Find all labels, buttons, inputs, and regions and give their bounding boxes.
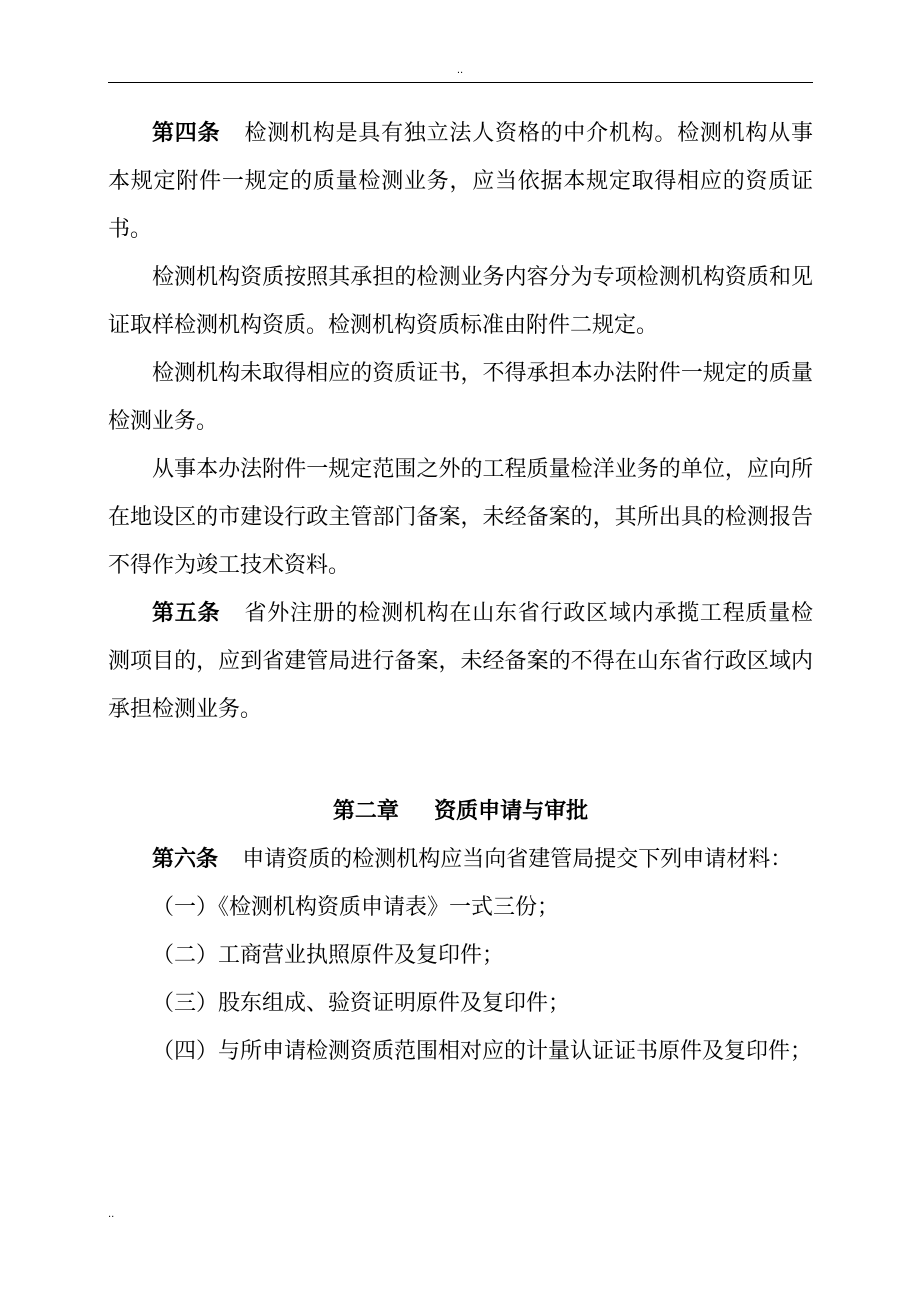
chapter-heading xyxy=(108,788,813,836)
article-4-paragraph-3: 检测机构未取得相应的资质证书，不得承担本办法附件一规定的质量检测业务。 xyxy=(108,361,813,434)
article-4-text-1: 检测机构是具有独立法人资格的中介机构。检测机构从事本规定附件一规定的质量检测业务，应当依据本规定取得相应的资质证书。 xyxy=(108,121,813,242)
article-6-item-4: （四）与所申请检测资质范围相对应的计量认证证书原件及复印件； xyxy=(152,1039,813,1064)
chapter-number: 第二章 xyxy=(332,799,399,824)
article-5-text-1: 省外注册的检测机构在山东省行政区域内承揽工程质量检测项目的，应到省建管局进行备案，未经备案的不得在山东省行政区域内承担检测业务。 xyxy=(108,601,813,722)
page-footer-mark: .. xyxy=(108,1209,115,1220)
article-6-item-1: （一）《检测机构资质申请表》一式三份； xyxy=(152,895,560,920)
article-6-item-2: （二）工商营业执照原件及复印件； xyxy=(152,943,505,968)
article-4-paragraph-1 xyxy=(108,110,813,254)
document-body xyxy=(108,110,813,1076)
article-6-intro xyxy=(108,836,813,884)
article-4-paragraph-2: 检测机构资质按照其承担的检测业务内容分为专项检测机构资质和见证取样检测机构资质。检测机构资质标准由附件二规定。 xyxy=(108,265,813,338)
page-header-mark: .. xyxy=(456,65,464,76)
article-6-label: 第六条 xyxy=(152,847,219,872)
chapter-title: 资质申请与审批 xyxy=(434,799,589,824)
article-6-intro-text: 申请资质的检测机构应当向省建管局提交下列申请材料： xyxy=(242,847,793,872)
article-6-item-3: （三）股东组成、验资证明原件及复印件； xyxy=(152,991,571,1016)
header-rule xyxy=(108,82,813,83)
article-5-label: 第五条 xyxy=(152,601,221,626)
article-4-label: 第四条 xyxy=(152,121,221,146)
article-4-paragraph-4: 从事本办法附件一规定范围之外的工程质量检洋业务的单位，应向所在地设区的市建设行政主管部门备案，未经备案的，其所出具的检测报告不得作为竣工技术资料。 xyxy=(108,457,813,578)
article-5-paragraph-1 xyxy=(108,590,813,734)
